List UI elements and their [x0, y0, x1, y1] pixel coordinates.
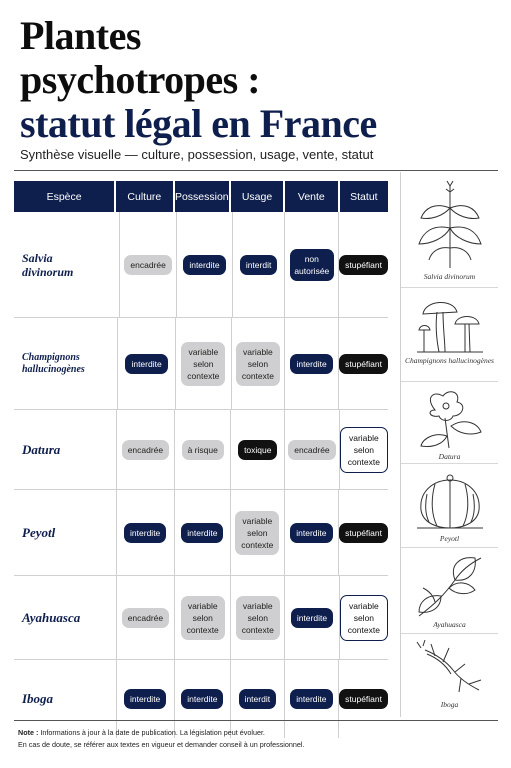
status-pill: à risque — [182, 440, 224, 460]
caption-salvia: Salvia divinorum — [423, 272, 476, 281]
top-divider — [14, 170, 498, 171]
status-pill: encadrée — [122, 608, 169, 628]
datura-flower-icon — [415, 388, 485, 450]
species-name: Champignons hallucinogènes — [14, 318, 118, 409]
status-pill: toxique — [238, 440, 277, 460]
status-pill: interdite — [124, 689, 166, 709]
status-pill: interdite — [291, 608, 333, 628]
status-pill: variable selon contexte — [235, 511, 279, 555]
legal-status-table — [14, 181, 388, 738]
illustration-peyotl — [401, 464, 498, 548]
header-possession: Possession — [175, 181, 232, 212]
table-row — [14, 576, 388, 660]
status-pill: stupéfiant — [339, 255, 388, 275]
note-line-2: En cas de doute, se référer aux textes en vigueur et demander conseil à un professionnel. — [18, 740, 305, 749]
table-row — [14, 212, 388, 318]
status-pill: interdite — [183, 255, 225, 275]
status-pill: non autorisée — [290, 249, 334, 281]
header-usage: Usage — [231, 181, 285, 212]
header-vente: Vente — [285, 181, 340, 212]
status-pill: variable selon contexte — [181, 342, 225, 386]
status-pill: encadrée — [122, 440, 169, 460]
illustration-salvia — [401, 172, 498, 288]
status-pill: interdite — [290, 523, 332, 543]
page-title — [20, 14, 500, 146]
status-pill: interdit — [239, 689, 277, 709]
table-row — [14, 318, 388, 410]
species-name: Datura — [14, 410, 117, 489]
illustration-datura — [401, 382, 498, 464]
footnote — [18, 727, 304, 751]
status-pill: variable selon contexte — [236, 342, 280, 386]
status-pill: stupéfiant — [339, 354, 388, 374]
species-name: Iboga — [14, 660, 117, 738]
status-pill: variable selon contexte — [236, 596, 280, 640]
subtitle: Synthèse visuelle — culture, possession, usage, vente, statut — [20, 147, 374, 162]
status-pill: interdite — [124, 523, 166, 543]
header-statut: Statut — [340, 181, 388, 212]
species-name: Salvia divinorum — [14, 212, 120, 317]
title-line-1: Plantes — [20, 13, 141, 58]
title-line-3: statut légal en France — [20, 101, 377, 146]
illustration-champignons — [401, 288, 498, 382]
status-pill: variable selon contexte — [340, 427, 388, 473]
caption-champignons: Champignons hallucinogènes — [405, 356, 494, 365]
species-name: Ayahuasca — [14, 576, 117, 659]
bottom-divider — [14, 720, 498, 721]
table-row — [14, 490, 388, 576]
status-pill: stupéfiant — [339, 689, 388, 709]
table-header — [14, 181, 388, 212]
status-pill: variable selon contexte — [181, 596, 225, 640]
header-culture: Culture — [116, 181, 174, 212]
cactus-icon — [415, 470, 485, 532]
salvia-plant-icon — [415, 178, 485, 270]
status-pill: variable selon contexte — [340, 595, 388, 641]
table-row — [14, 410, 388, 490]
mushroom-icon — [415, 294, 485, 356]
status-pill: encadrée — [124, 255, 171, 275]
title-line-2: psychotropes : — [20, 57, 261, 102]
status-pill: interdite — [181, 689, 223, 709]
caption-ayahuasca: Ayahuasca — [433, 620, 466, 629]
illustration-ayahuasca — [401, 548, 498, 634]
vine-leaf-icon — [415, 554, 485, 620]
illustration-iboga — [401, 634, 498, 718]
root-icon — [415, 640, 485, 696]
species-name: Peyotl — [14, 490, 117, 575]
status-pill: interdite — [290, 689, 332, 709]
caption-iboga: Iboga — [440, 700, 459, 709]
status-pill: interdite — [125, 354, 167, 374]
status-pill: interdite — [181, 523, 223, 543]
status-pill: stupéfiant — [339, 523, 388, 543]
note-line-1: Informations à jour à la date de publication. La législation peut évoluer. — [40, 728, 265, 737]
status-pill: encadrée — [288, 440, 335, 460]
caption-datura: Datura — [438, 452, 461, 461]
status-pill: interdit — [240, 255, 278, 275]
header-espece: Espèce — [14, 181, 116, 212]
note-label: Note : — [18, 728, 39, 737]
caption-peyotl: Peyotl — [439, 534, 460, 543]
status-pill: interdite — [290, 354, 332, 374]
